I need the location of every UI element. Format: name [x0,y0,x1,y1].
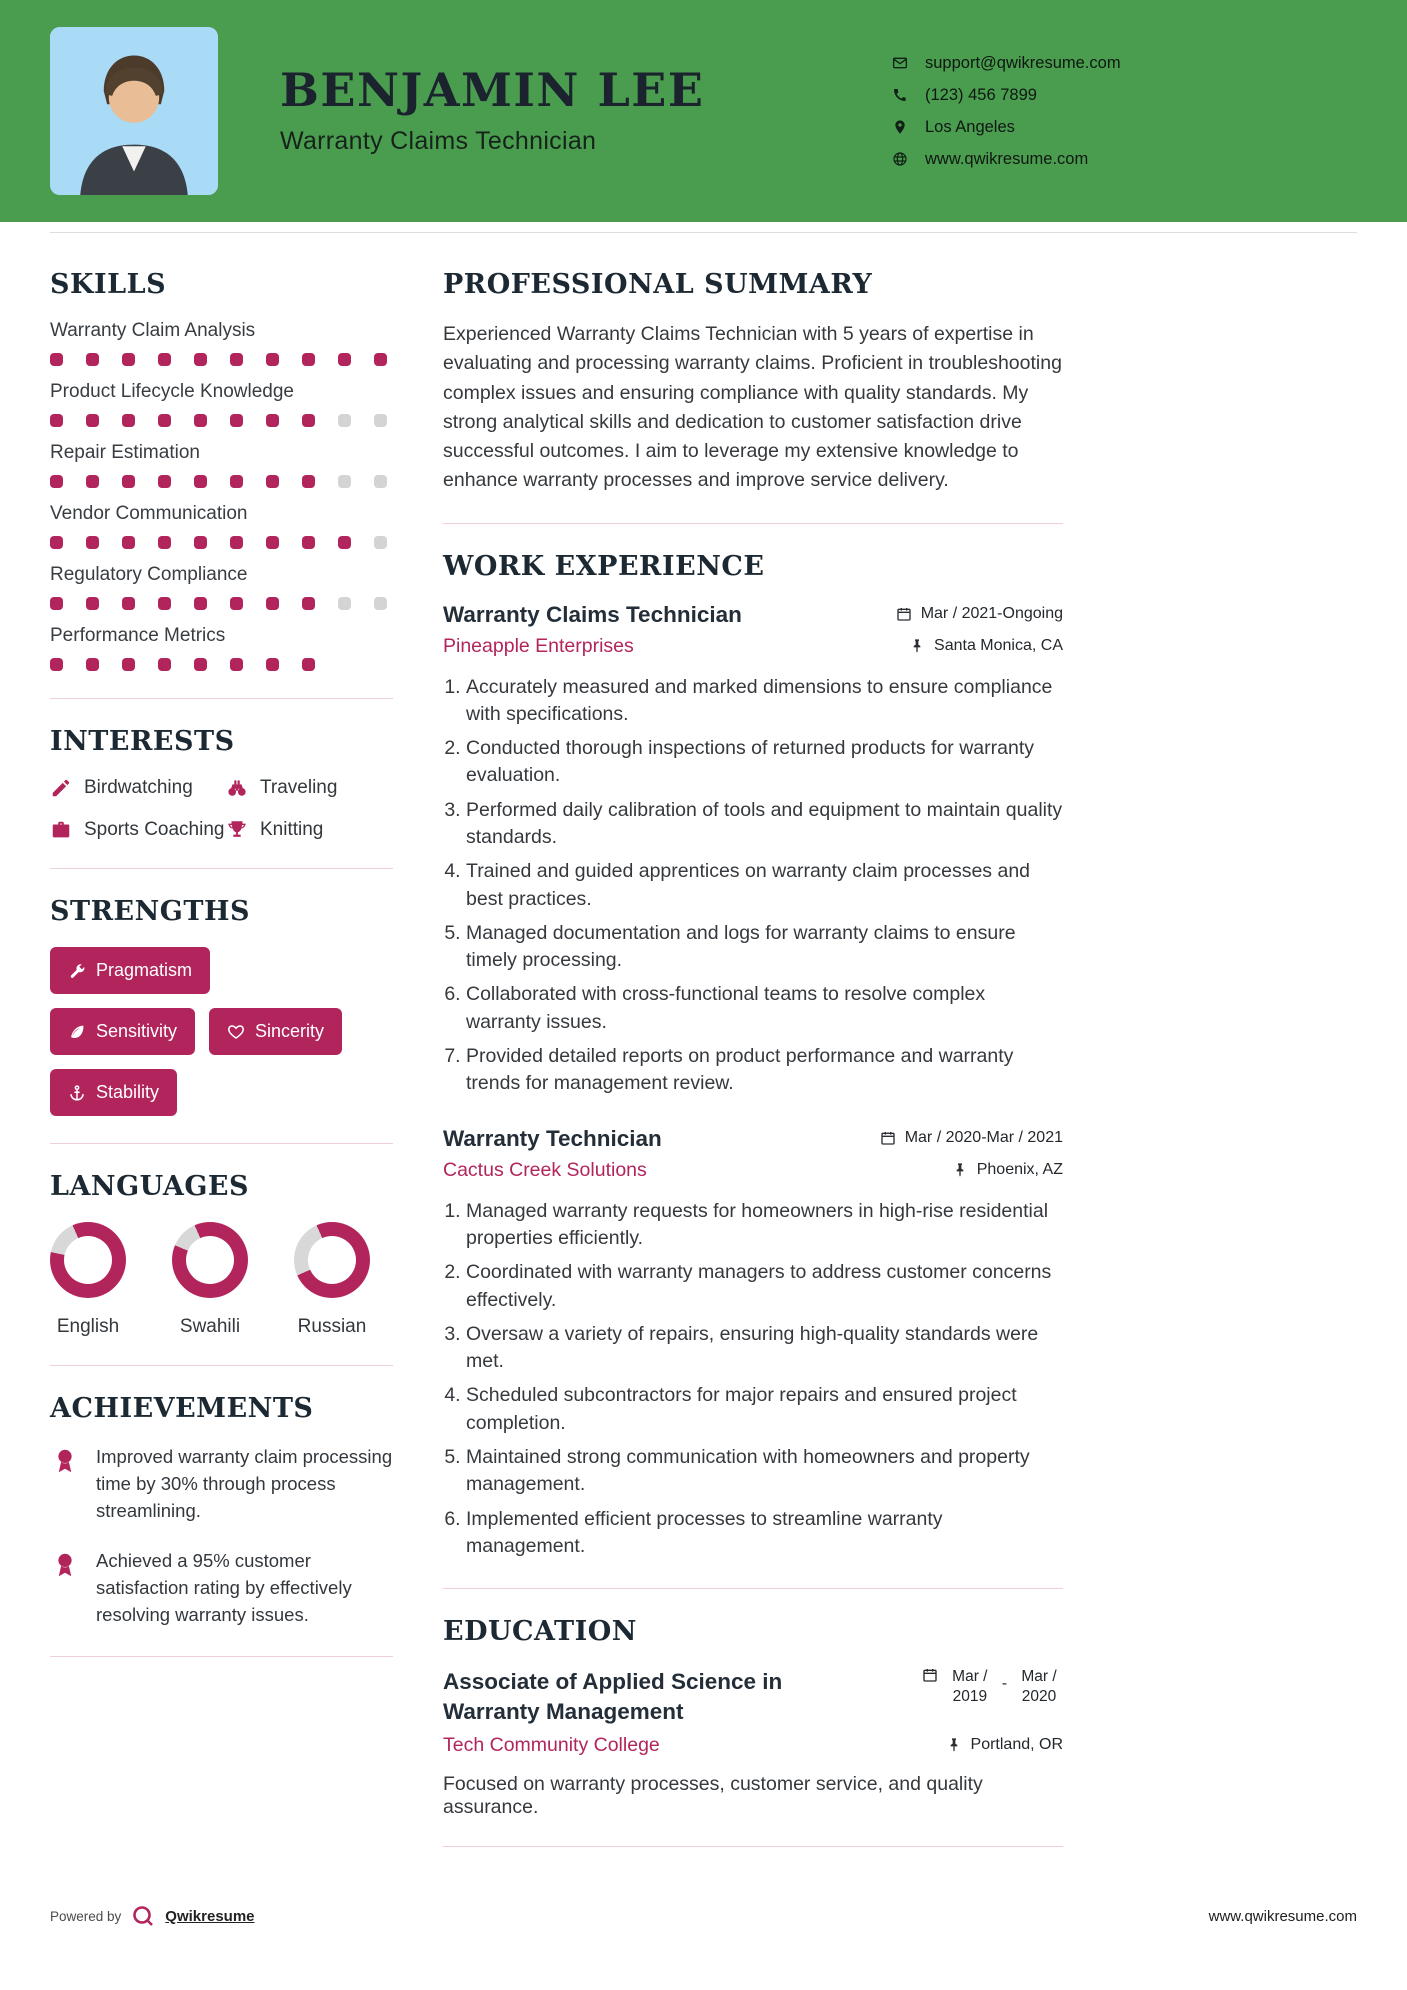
section-divider [50,1656,393,1657]
bullet-item: 1. Managed warranty requests for homeowners in high-rise residential properties efficiently. [466,1198,1063,1253]
job-location-text: Phoenix, AZ [976,1161,1063,1179]
bullet-item: 4. Trained and guided apprentices on warranty claim processes and best practices. [466,858,1063,913]
skill-level-dot [122,536,135,549]
contact-list [892,41,1197,182]
section-divider [50,868,393,869]
achievement-text: Achieved a 95% customer satisfaction rating by effectively resolving warranty issues. [96,1550,352,1626]
language-item [294,1222,370,1338]
interest-item [50,777,226,799]
section-divider [443,1846,1063,1847]
job-title: Warranty Technician [443,1125,662,1151]
skill-name: Vendor Communication [50,503,248,524]
skill-level-dot [50,658,63,671]
skill-name: Regulatory Compliance [50,564,248,585]
education-location-text: Portland, OR [970,1736,1063,1754]
strength-pill [50,947,210,994]
skill-level-dot [374,414,387,427]
strength-label: Sensitivity [96,1021,178,1041]
calendar-icon [880,1130,896,1146]
powered-by-label: Powered by [50,1908,122,1924]
skill-level-dot [338,414,351,427]
bullet-item: 3. Oversaw a variety of repairs, ensuring high-quality standards were met. [466,1321,1063,1376]
skill-level-dot [266,414,279,427]
skill-level-dot [86,536,99,549]
degree-title: Associate of Applied Science in Warranty Management [443,1669,783,1724]
contact-website-text: www.qwikresume.com [925,149,1089,168]
contact-location [892,118,1197,137]
contact-website[interactable] [892,150,1197,169]
skill-level-dot [158,597,171,610]
skill-level-dot [230,658,243,671]
skill-name: Performance Metrics [50,625,226,646]
skill-level-dot [230,414,243,427]
leaf-icon [68,1023,86,1041]
skill-level-dot [158,353,171,366]
skill-level-dot [230,475,243,488]
skill-item [50,442,393,488]
skill-level [50,353,393,366]
footer-brand-link[interactable]: Qwikresume [165,1907,255,1925]
strengths-section [50,896,393,1116]
job-dates-text: Mar / 2021-Ongoing [920,604,1063,622]
language-name: Swahili [179,1316,241,1337]
language-donut [294,1222,370,1298]
skill-level-dot [158,475,171,488]
skill-item [50,564,393,610]
skill-level-dot [122,658,135,671]
skill-level-dot [338,475,351,488]
skill-level-dot [374,597,387,610]
skill-item [50,320,393,366]
bullet-item: 2. Conducted thorough inspections of returned products for warranty evaluation. [466,735,1063,790]
skill-level-dot [266,658,279,671]
pushpin-icon [946,1737,962,1753]
summary-heading: PROFESSIONAL SUMMARY [443,269,873,300]
education-heading: EDUCATION [443,1616,637,1648]
education-location [946,1736,1063,1754]
contact-phone [892,86,1197,105]
languages-heading: LANGUAGES [50,1171,249,1202]
contact-email[interactable] [892,54,1197,73]
achievement-text: Improved warranty claim processing time by 30% through process streamlining. [96,1446,393,1521]
skill-level-dot [374,353,387,366]
skills-heading: SKILLS [50,269,167,300]
strengths-heading: STRENGTHS [50,896,250,927]
section-divider [443,1588,1063,1589]
skill-level-dot [86,353,99,366]
avatar-illustration [50,27,218,195]
education-date-start: Mar / 2019 [952,1668,988,1705]
skill-level [50,536,393,549]
skill-level [50,597,393,610]
skill-level-dot [230,536,243,549]
skill-level-dot [158,536,171,549]
skill-name: Warranty Claim Analysis [50,320,256,341]
qwikresume-logo-icon [131,1904,155,1928]
contact-location-text: Los Angeles [925,117,1015,136]
pencil-icon [50,777,72,799]
education-description: Focused on warranty processes, customer service, and quality assurance. [443,1772,983,1818]
skill-level-dot [302,658,315,671]
skill-level-dot [266,353,279,366]
skill-level-dot [86,414,99,427]
skill-level-dot [338,536,351,549]
skill-level-dot [50,475,63,488]
bullet-item: 5. Managed documentation and logs for warranty claims to ensure timely processing. [466,920,1063,975]
language-item [172,1222,248,1338]
interest-label: Traveling [260,777,338,798]
skill-level-dot [266,597,279,610]
job-dates [896,605,1063,623]
wrench-icon [68,962,86,980]
strength-label: Pragmatism [96,960,193,980]
achievements-section [50,1393,393,1629]
job-bullets [443,674,1063,1098]
summary-section [443,269,1063,496]
job-dates-text: Mar / 2020-Mar / 2021 [904,1128,1063,1146]
footer-website-link[interactable]: www.qwikresume.com [1208,1907,1357,1925]
interests-section [50,726,393,841]
bullet-item: 3. Performed daily calibration of tools and equipment to maintain quality standards. [466,797,1063,852]
right-column [443,269,1063,1874]
skill-level-dot [122,475,135,488]
skill-level-dot [302,475,315,488]
phone-icon [892,87,908,103]
job-location-text: Santa Monica, CA [934,637,1063,654]
skills-section [50,269,393,671]
achievements-heading: ACHIEVEMENTS [50,1393,314,1424]
language-donut [50,1222,126,1298]
achievement-item [50,1444,393,1524]
bullet-item: 7. Provided detailed reports on product performance and warranty trends for management review. [466,1043,1063,1098]
skill-level-dot [302,353,315,366]
skill-level-dot [194,414,207,427]
left-column [50,269,393,1874]
strength-label: Stability [96,1082,160,1102]
skill-level-dot [266,536,279,549]
skill-name: Repair Estimation [50,442,200,463]
skill-level-dot [122,597,135,610]
trophy-icon [226,819,248,841]
work-experience-section [443,551,1063,1561]
binoculars-icon [226,777,248,799]
interests-heading: INTERESTS [50,726,235,757]
content-columns [0,233,1407,1874]
skill-level-dot [194,536,207,549]
skill-level-dot [374,536,387,549]
skill-level-dot [194,353,207,366]
skill-level-dot [194,658,207,671]
job-dates [880,1129,1063,1147]
bag-icon [50,819,72,841]
languages-section [50,1171,393,1338]
calendar-icon [922,1667,938,1683]
bullet-item: 5. Maintained strong communication with homeowners and property management. [466,1444,1063,1499]
powered-by [50,1904,255,1928]
language-name: English [56,1316,120,1337]
school-name: Tech Community College [443,1733,660,1756]
language-donut [172,1222,248,1298]
job-location [909,637,1063,655]
award-icon [50,1446,80,1476]
skill-item [50,381,393,427]
header [0,0,1407,222]
language-name: Russian [297,1316,367,1337]
skill-level-dot [50,536,63,549]
person-title: Warranty Claims Technician [280,126,597,155]
job-title: Warranty Claims Technician [443,601,742,627]
bullet-item: 4. Scheduled subcontractors for major repairs and ensured project completion. [466,1382,1063,1437]
skill-level-dot [194,597,207,610]
company-name: Cactus Creek Solutions [443,1158,647,1181]
skill-level-dot [50,597,63,610]
anchor-icon [68,1084,86,1102]
strength-pill [50,1008,195,1055]
education-dates [922,1667,1063,1706]
skill-name: Product Lifecycle Knowledge [50,381,294,402]
person-name: BENJAMIN LEE [280,63,705,118]
section-divider [50,1143,393,1144]
location-icon [892,119,908,135]
skill-level-dot [302,597,315,610]
work-heading: WORK EXPERIENCE [443,550,765,582]
skill-level-dot [194,475,207,488]
profile-photo [50,27,218,195]
skill-level-dot [122,353,135,366]
skill-item [50,625,393,671]
interest-label: Knitting [260,819,324,840]
skill-level-dot [302,536,315,549]
section-divider [50,698,393,699]
skill-level-dot [302,414,315,427]
skill-level-dot [338,353,351,366]
strength-pill [209,1008,342,1055]
interest-item [226,777,393,799]
skill-level-dot [338,597,351,610]
skill-level-dot [86,597,99,610]
skill-level-dot [86,658,99,671]
skill-level-dot [230,597,243,610]
skill-level-dot [266,475,279,488]
interest-item [50,819,226,841]
skill-level-dot [230,353,243,366]
skill-level-dot [50,353,63,366]
achievement-item [50,1548,393,1628]
skill-level-dot [374,475,387,488]
calendar-icon [896,606,912,622]
strength-pill [50,1069,177,1116]
skill-level [50,414,393,427]
skill-level [50,658,393,671]
interest-label: Sports Coaching [84,819,225,840]
skill-level-dot [158,658,171,671]
section-divider [443,523,1063,524]
bullet-item: 1. Accurately measured and marked dimensions to ensure compliance with specifications. [466,674,1063,729]
interest-item [226,819,393,841]
contact-phone-text: (123) 456 7899 [925,85,1037,104]
skill-level [50,475,393,488]
pushpin-icon [952,1162,968,1178]
date-dash: - [1001,1675,1007,1693]
section-divider [50,1365,393,1366]
skill-item [50,503,393,549]
bullet-item: 6. Collaborated with cross-functional teams to resolve complex warranty issues. [466,981,1063,1036]
job-bullets [443,1198,1063,1561]
skill-level-dot [50,414,63,427]
summary-text: Experienced Warranty Claims Technician with 5 years of expertise in evaluating and processing warranty claims. Proficient in troubleshooting complex issues and ensuring compliance with quality standards. My strong analytical skills and dedication to customer satisfaction drive successful outcomes. I aim to leverage my extensive knowledge to enhance warranty processes and improve service delivery. [443,323,1062,492]
strength-label: Sincerity [255,1021,325,1041]
skill-level-dot [158,414,171,427]
job-entry [443,1126,1063,1561]
name-block [280,63,830,155]
job-entry [443,602,1063,1098]
email-icon [892,55,908,71]
education-date-end: Mar / 2020 [1021,1668,1057,1705]
pushpin-icon [909,638,925,654]
heart-icon [227,1023,245,1041]
globe-icon [892,151,908,167]
interest-label: Birdwatching [84,777,193,798]
company-name: Pineapple Enterprises [443,634,634,657]
job-location [952,1161,1063,1179]
bullet-item: 6. Implemented efficient processes to streamline warranty management. [466,1506,1063,1561]
education-section [443,1616,1063,1818]
contact-email-text: support@qwikresume.com [925,53,1121,72]
language-item [50,1222,126,1338]
bullet-item: 2. Coordinated with warranty managers to address customer concerns effectively. [466,1259,1063,1314]
award-icon [50,1550,80,1580]
skill-level-dot [122,414,135,427]
footer [50,1904,1357,1928]
skill-level-dot [86,475,99,488]
